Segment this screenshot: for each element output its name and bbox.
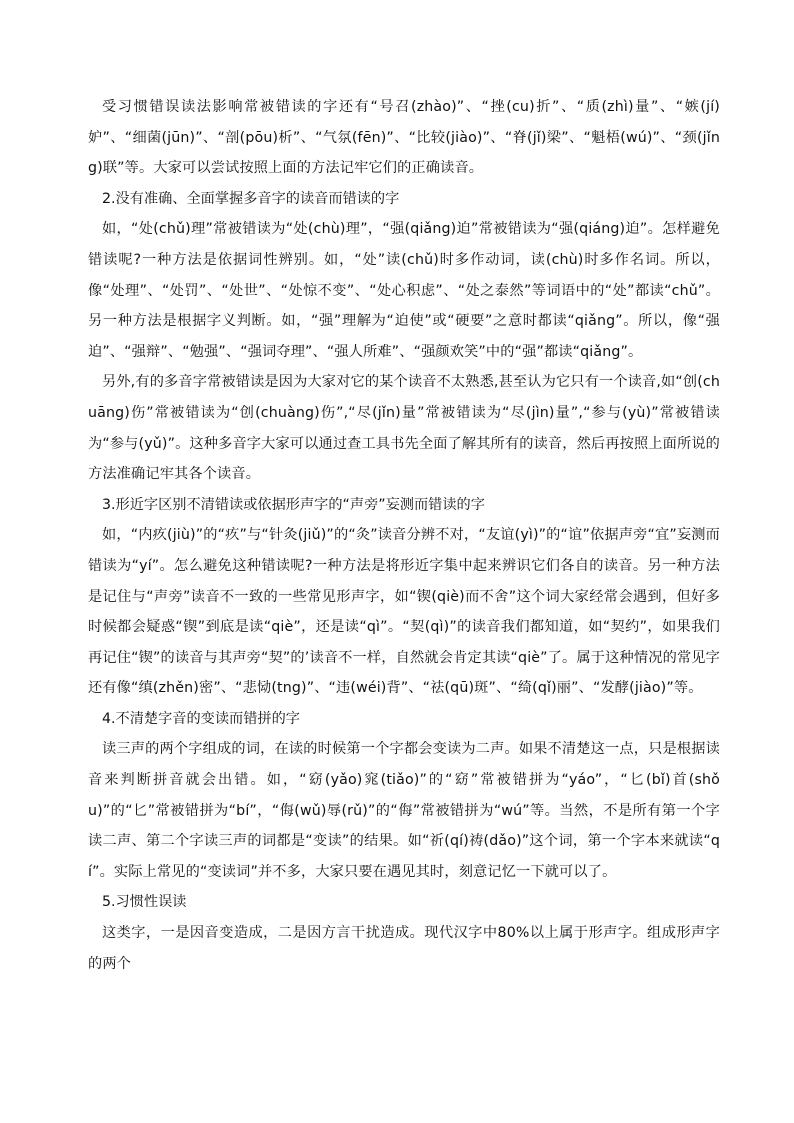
document-page (88, 92, 720, 979)
section-heading-2: 2.没有准确、全面掌握多音字的读音而错读的字 (102, 190, 400, 207)
paragraph-polyphonic-unfamiliar: 另外,有的多音字常被错读是因为大家对它的某个读音不太熟悉,甚至认为它只有一个读音,如“创(chuāng)伤”常被错读为“创(chuàng)伤”,“尽(jǐn)量”常被错读为“尽(jìn)量”,“参与(yù)”常被错读为“参与(yǔ)”。这种多音字大家可以通过查工具书先全面了解其所有的读音，然后再按照上面所说的方法准确记牢其各个读音。 (88, 374, 720, 483)
section-heading-4: 4.不清楚字音的变读而错拼的字 (102, 710, 300, 727)
paragraph-habitual-misreading: 这类字，一是因音变造成，二是因方言干扰造成。现代汉字中80%以上属于形声字。组成形声字的两个 (88, 925, 720, 972)
paragraph-similar-shape-characters: 如，“内疚(jiù)”的“疚”与“针灸(jiǔ)”的“灸”读音分辨不对，“友谊(yì)”的“谊”依据声旁“宜”妄测而错读为“yí”。怎么避免这种错读呢?一种方法是将形近字集中起来辨识它们各自的读音。另一种方法是记住与“声旁”读音不一致的一些常见形声字，如“锲(qiè)而不舍”这个词大家经常会遇到，但好多时候都会疑惑“锲”到底是读“qiè”，还是读“qì”。“契(qì)”的读音我们都知道，如“契约”，如果我们再记住“锲”的读音与其声旁“契”的’读音不一样，自然就会肯定其读“qiè”了。属于这种情况的常见字还有像“缜(zhěn)密”、“悲恸(tng)”、“违(wéi)背”、“祛(qū)斑”、“绮(qǐ)丽”、“发酵(jiào)”等。 (88, 527, 720, 697)
paragraph-polyphonic-chu-qiang: 如，“处(chǔ)理”常被错读为“处(chù)理”，“强(qiǎng)迫”常被错读为“强(qiáng)迫”。怎样避免错读呢?一种方法是依据词性辨别。如，“处”读(chǔ)时多作动词，读(chù)时多作名词。所以，像“处理”、“处罚”、“处世”、“处惊不变”、“处心积虑”、“处之泰然”等词语中的“处”都读“chǔ”。另一种方法是根据字义判断。如，“强”理解为“迫使”或“硬要”之意时都读“qiǎng”。所以，像“强迫”、“强辩”、“勉强”、“强词夺理”、“强人所难”、“强颜欢笑”中的“强”都读“qiǎng”。 (88, 221, 720, 360)
section-heading-3: 3.形近字区别不清错读或依据形声字的“声旁”妄测而错读的字 (102, 496, 485, 513)
paragraph-habitual-misreading-examples: 受习惯错误读法影响常被错读的字还有“号召(zhào)”、“挫(cu)折”、“质(zhì)量”、“嫉(jí)妒”、“细菌(jūn)”、“剖(pōu)析”、“气氛(fēn)”、“比较(jiào)”、“脊(jǐ)梁”、“魁梧(wú)”、“颈(jǐng)联”等。大家可以尝试按照上面的方法记牢它们的正确读音。 (88, 99, 720, 177)
paragraph-tone-sandhi: 读三声的两个字组成的词，在读的时候第一个字都会变读为二声。如果不清楚这一点，只是根据读音来判断拼音就会出错。如，“窈(yǎo)窕(tiǎo)”的“窈”常被错拼为“yáo”，“匕(bǐ)首(shǒu)”的“匕”常被错拼为“bí”，“侮(wǔ)辱(rǔ)”的“侮”常被错拼为“wú”等。当然，不是所有第一个字读二声、第二个字读三声的词都是“变读”的结果。如“祈(qí)祷(dǎo)”这个词，第一个字本来就读“qí”。实际上常见的“变读词”并不多，大家只要在遇见其时，刻意记忆一下就可以了。 (88, 741, 720, 880)
section-heading-5: 5.习惯性误读 (102, 894, 187, 911)
